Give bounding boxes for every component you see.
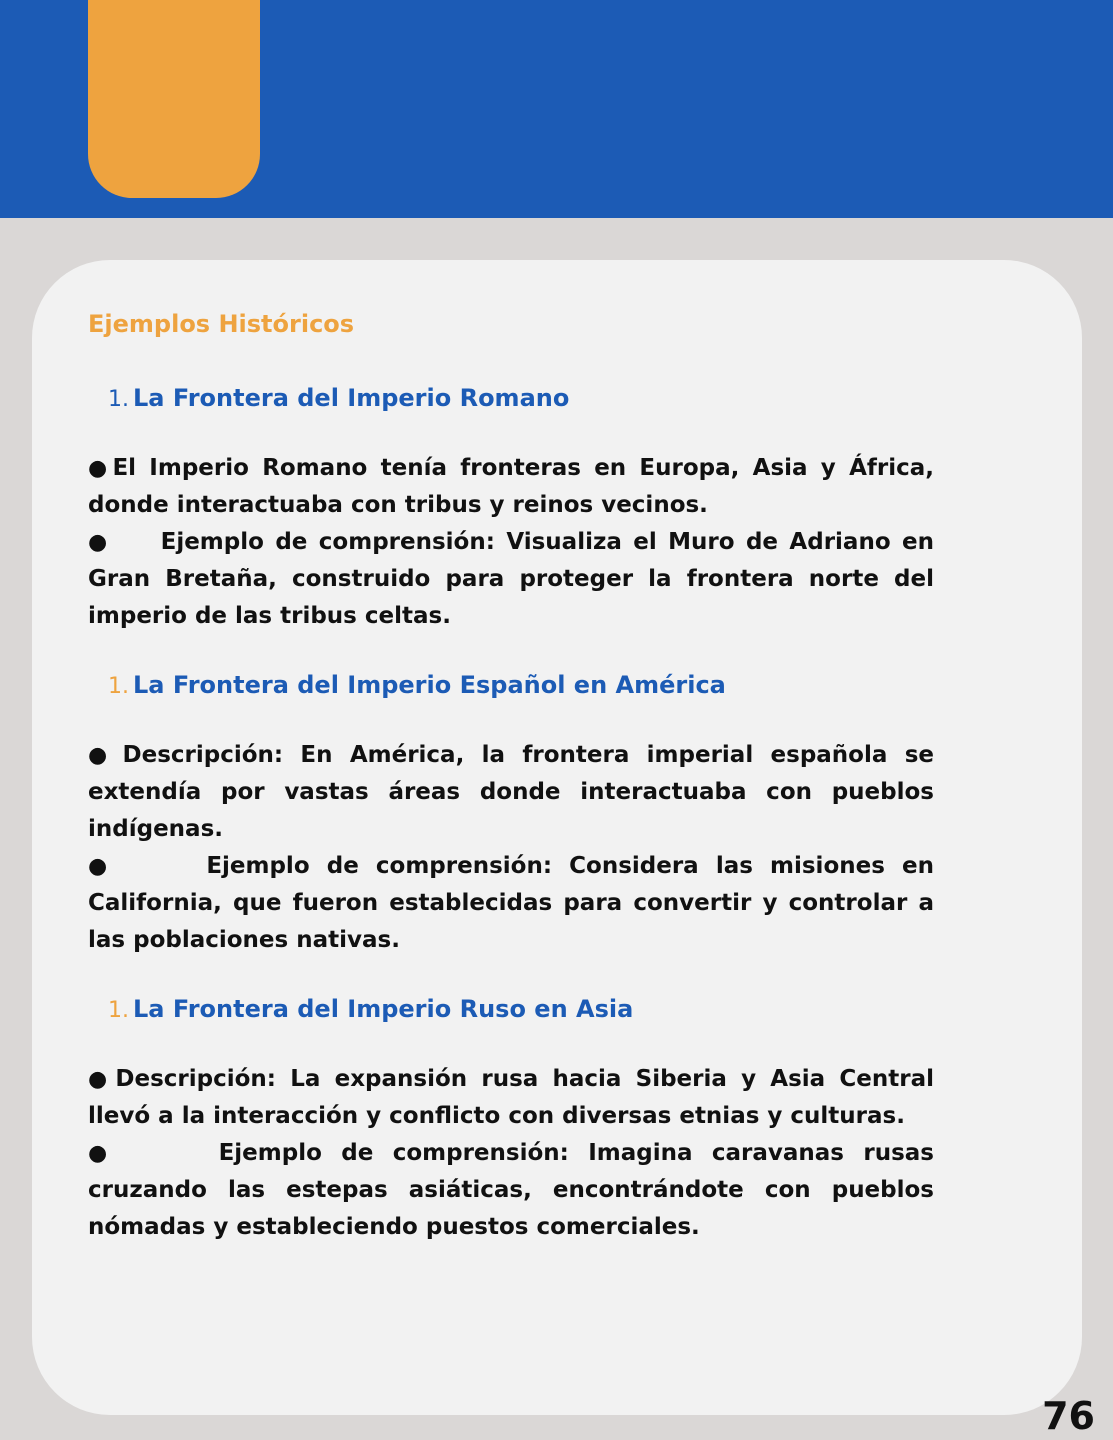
bullet-icon: ● — [88, 1067, 114, 1092]
bullet-icon: ● — [88, 456, 113, 481]
paragraph: ●El Imperio Romano tenía fronteras en Europa, Asia y África, donde interactuaba con tribus y reinos vecinos. — [88, 455, 934, 518]
paragraph: ● Ejemplo de comprensión: Imagina caravanas rusas cruzando las estepas asiáticas, encontrándote con pueblos nómadas y estableciendo puestos comerciales. — [88, 1140, 934, 1240]
subsection-heading — [108, 374, 934, 424]
subsection-title: La Frontera del Imperio Español en América — [133, 671, 726, 699]
subsection-title: La Frontera del Imperio Romano — [133, 384, 570, 412]
page-number: 76 — [1042, 1394, 1095, 1438]
subsection-roman — [88, 374, 934, 635]
bullet-icon: ● — [88, 1141, 119, 1166]
list-number: 1. — [108, 674, 129, 699]
subsection-title: La Frontera del Imperio Ruso en Asia — [133, 995, 634, 1023]
list-number: 1. — [108, 387, 129, 412]
paragraph: ● Ejemplo de comprensión: Considera las misiones en California, que fueron establecidas para convertir y controlar a las poblaciones nativas. — [88, 853, 934, 953]
subsection-heading — [108, 985, 934, 1035]
content — [88, 300, 934, 1246]
paragraph: ●Descripción: La expansión rusa hacia Siberia y Asia Central llevó a la interacción y conflicto con diversas etnias y culturas. — [88, 1066, 934, 1129]
list-number: 1. — [108, 998, 129, 1023]
section-title: Ejemplos Históricos — [88, 310, 355, 338]
bullet-icon: ● — [88, 854, 117, 879]
bullet-icon: ● — [88, 743, 117, 768]
subsection-russian — [88, 985, 934, 1246]
bullet-icon: ● — [88, 530, 111, 555]
subsection-heading — [108, 661, 934, 711]
paragraph: ● Ejemplo de comprensión: Visualiza el Muro de Adriano en Gran Bretaña, construido para proteger la frontera norte del imperio de las tribus celtas. — [88, 529, 934, 629]
subsection-spanish — [88, 661, 934, 959]
header-tab — [88, 0, 260, 198]
paragraph: ● Descripción: En América, la frontera imperial española se extendía por vastas áreas donde interactuaba con pueblos indígenas. — [88, 742, 934, 842]
